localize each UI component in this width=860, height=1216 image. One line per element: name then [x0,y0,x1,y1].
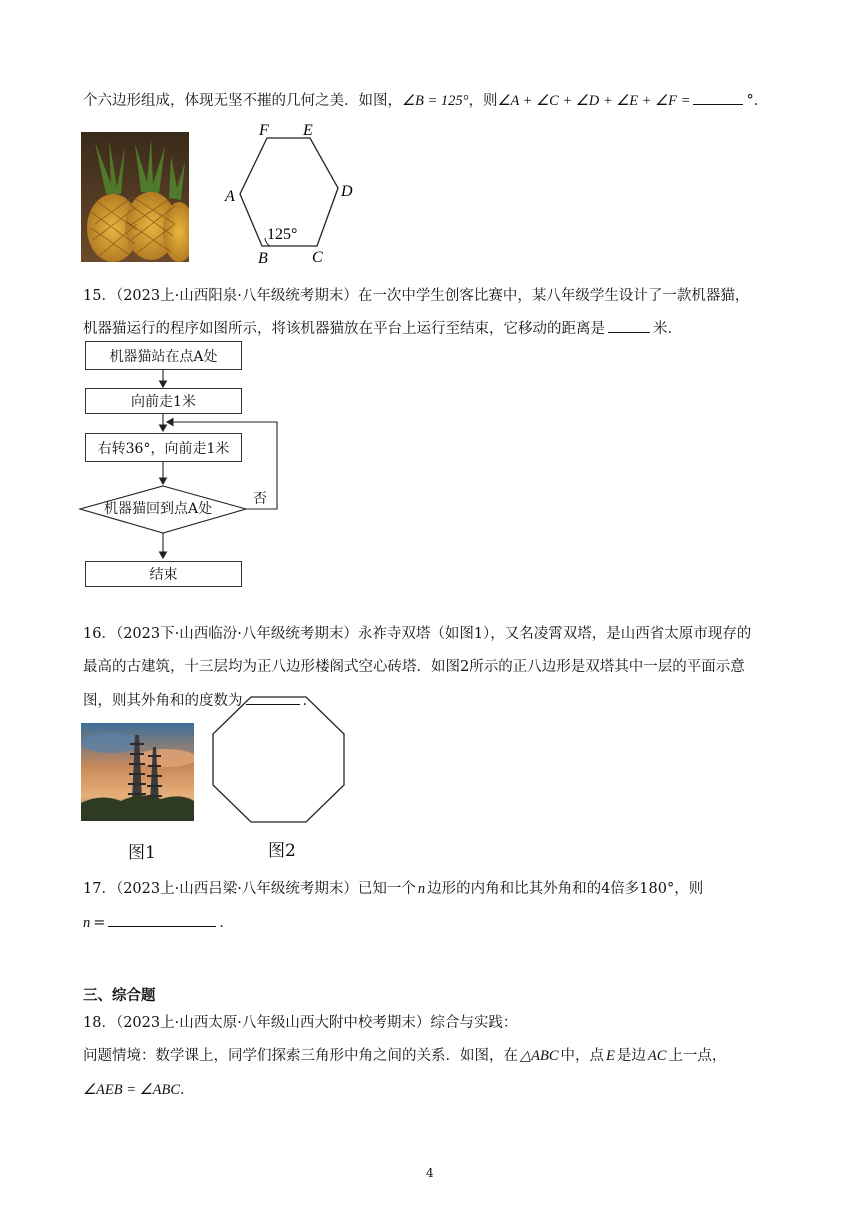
q17-line1 [83,879,703,899]
q14-text-end: °． [746,93,769,109]
vertex-label-D: D [341,183,353,200]
q14-text-pre: 个六边形组成，体现无坚不摧的几何之美．如图， [83,93,402,109]
q15-line1: 15．（2023上·山西阳泉·八年级统考期末）在一次中学生创客比赛中，某八年级学生设计了一款机器猫， [83,288,750,304]
q16-line3-pre: 图，则其外角和的度数为 [83,693,243,709]
vertex-label-E: E [303,122,313,139]
q16-line3-end: ． [302,693,317,709]
q18-line1: 18．（2023上·山西太原·八年级山西大附中校考期末）综合与实践： [83,1015,518,1031]
q18-angle-eq: ∠AEB = ∠ABC [83,1082,180,1098]
q17-line1-pre: 17．（2023上·山西吕梁·八年级统考期末）已知一个 [83,881,416,897]
octagon-figure [212,694,346,824]
q14-angle-given: ∠B = 125° [402,93,469,109]
flowchart-decision-label: 机器猫回到点A处 [104,501,213,517]
q14-expr: ∠A + ∠C + ∠D + ∠E + ∠F = [497,93,691,109]
q17-line2-eq: = [93,915,106,931]
q16-line2: 最高的古建筑，十三层均为正八边形楼阁式空心砖塔．如图2所示的正八边形是双塔其中一层的平面示意 [83,659,745,675]
q18-side: AC [647,1048,667,1064]
q15-line2-end: 米． [653,321,682,337]
q15-line2-pre: 机器猫运行的程序如图所示，将该机器猫放在平台上运行至结束，它移动的距离是 [83,321,605,337]
vertex-label-B: B [258,250,268,267]
pagoda-photo [81,723,194,821]
figure2-caption: 图2 [268,841,296,861]
flowchart-start-box [85,341,242,370]
flowchart-step1-label: 向前走1米 [131,394,196,410]
pineapple-photo [81,132,189,262]
hexagon-figure [222,118,362,268]
q17-var: n [417,881,426,897]
q18-triangle: △ABC [520,1048,559,1064]
flowchart-step1-box [85,388,242,414]
vertex-label-A: A [225,188,235,205]
q16-line1: 16．（2023下·山西临汾·八年级统考期末）永祚寺双塔（如图1），又名凌霄双塔，是山西省太原市现存的 [83,626,752,642]
flowchart-loop-label: 右转36°，向前走1米 [97,440,230,457]
q18-line2-mid2: 是边 [616,1048,646,1064]
q17-answer-blank[interactable] [108,912,216,927]
q14-text [83,90,768,111]
figure1-caption: 图1 [128,843,156,863]
section-title: 三、综合题 [83,987,156,1004]
q17-line1-post: 边形的内角和比其外角和的4倍多180°，则 [427,881,704,897]
q17-line2 [83,912,234,933]
q15-line2 [83,318,682,339]
flowchart-loop-box [85,433,242,462]
q18-line2-mid: 中，点 [560,1048,605,1064]
vertex-label-C: C [312,249,323,266]
flowchart-end-box [85,561,242,587]
q17-line2-end: ． [219,915,234,931]
q18-line2-pre: 问题情境：数学课上，同学们探索三角形中角之间的关系．如图，在 [83,1048,518,1064]
q17-line2-var: n [83,915,91,931]
flowchart-end-label: 结束 [149,567,178,583]
vertex-label-F: F [259,122,269,139]
angle-label: 125° [267,226,298,243]
q15-answer-blank[interactable] [608,318,650,333]
flowchart-arrows [78,340,288,590]
q18-line2 [83,1046,726,1066]
q18-line2-end: 上一点， [668,1048,727,1064]
q18-line3 [83,1080,195,1100]
q18-point-e: E [606,1048,615,1064]
q18-line3-end: ． [180,1082,195,1098]
page-number: 4 [426,1166,434,1180]
q14-text-mid: ，则 [468,93,498,109]
q14-answer-blank[interactable] [693,90,743,105]
flowchart-no-label: 否 [253,491,267,507]
flowchart-start-label: 机器猫站在点A处 [109,348,218,365]
